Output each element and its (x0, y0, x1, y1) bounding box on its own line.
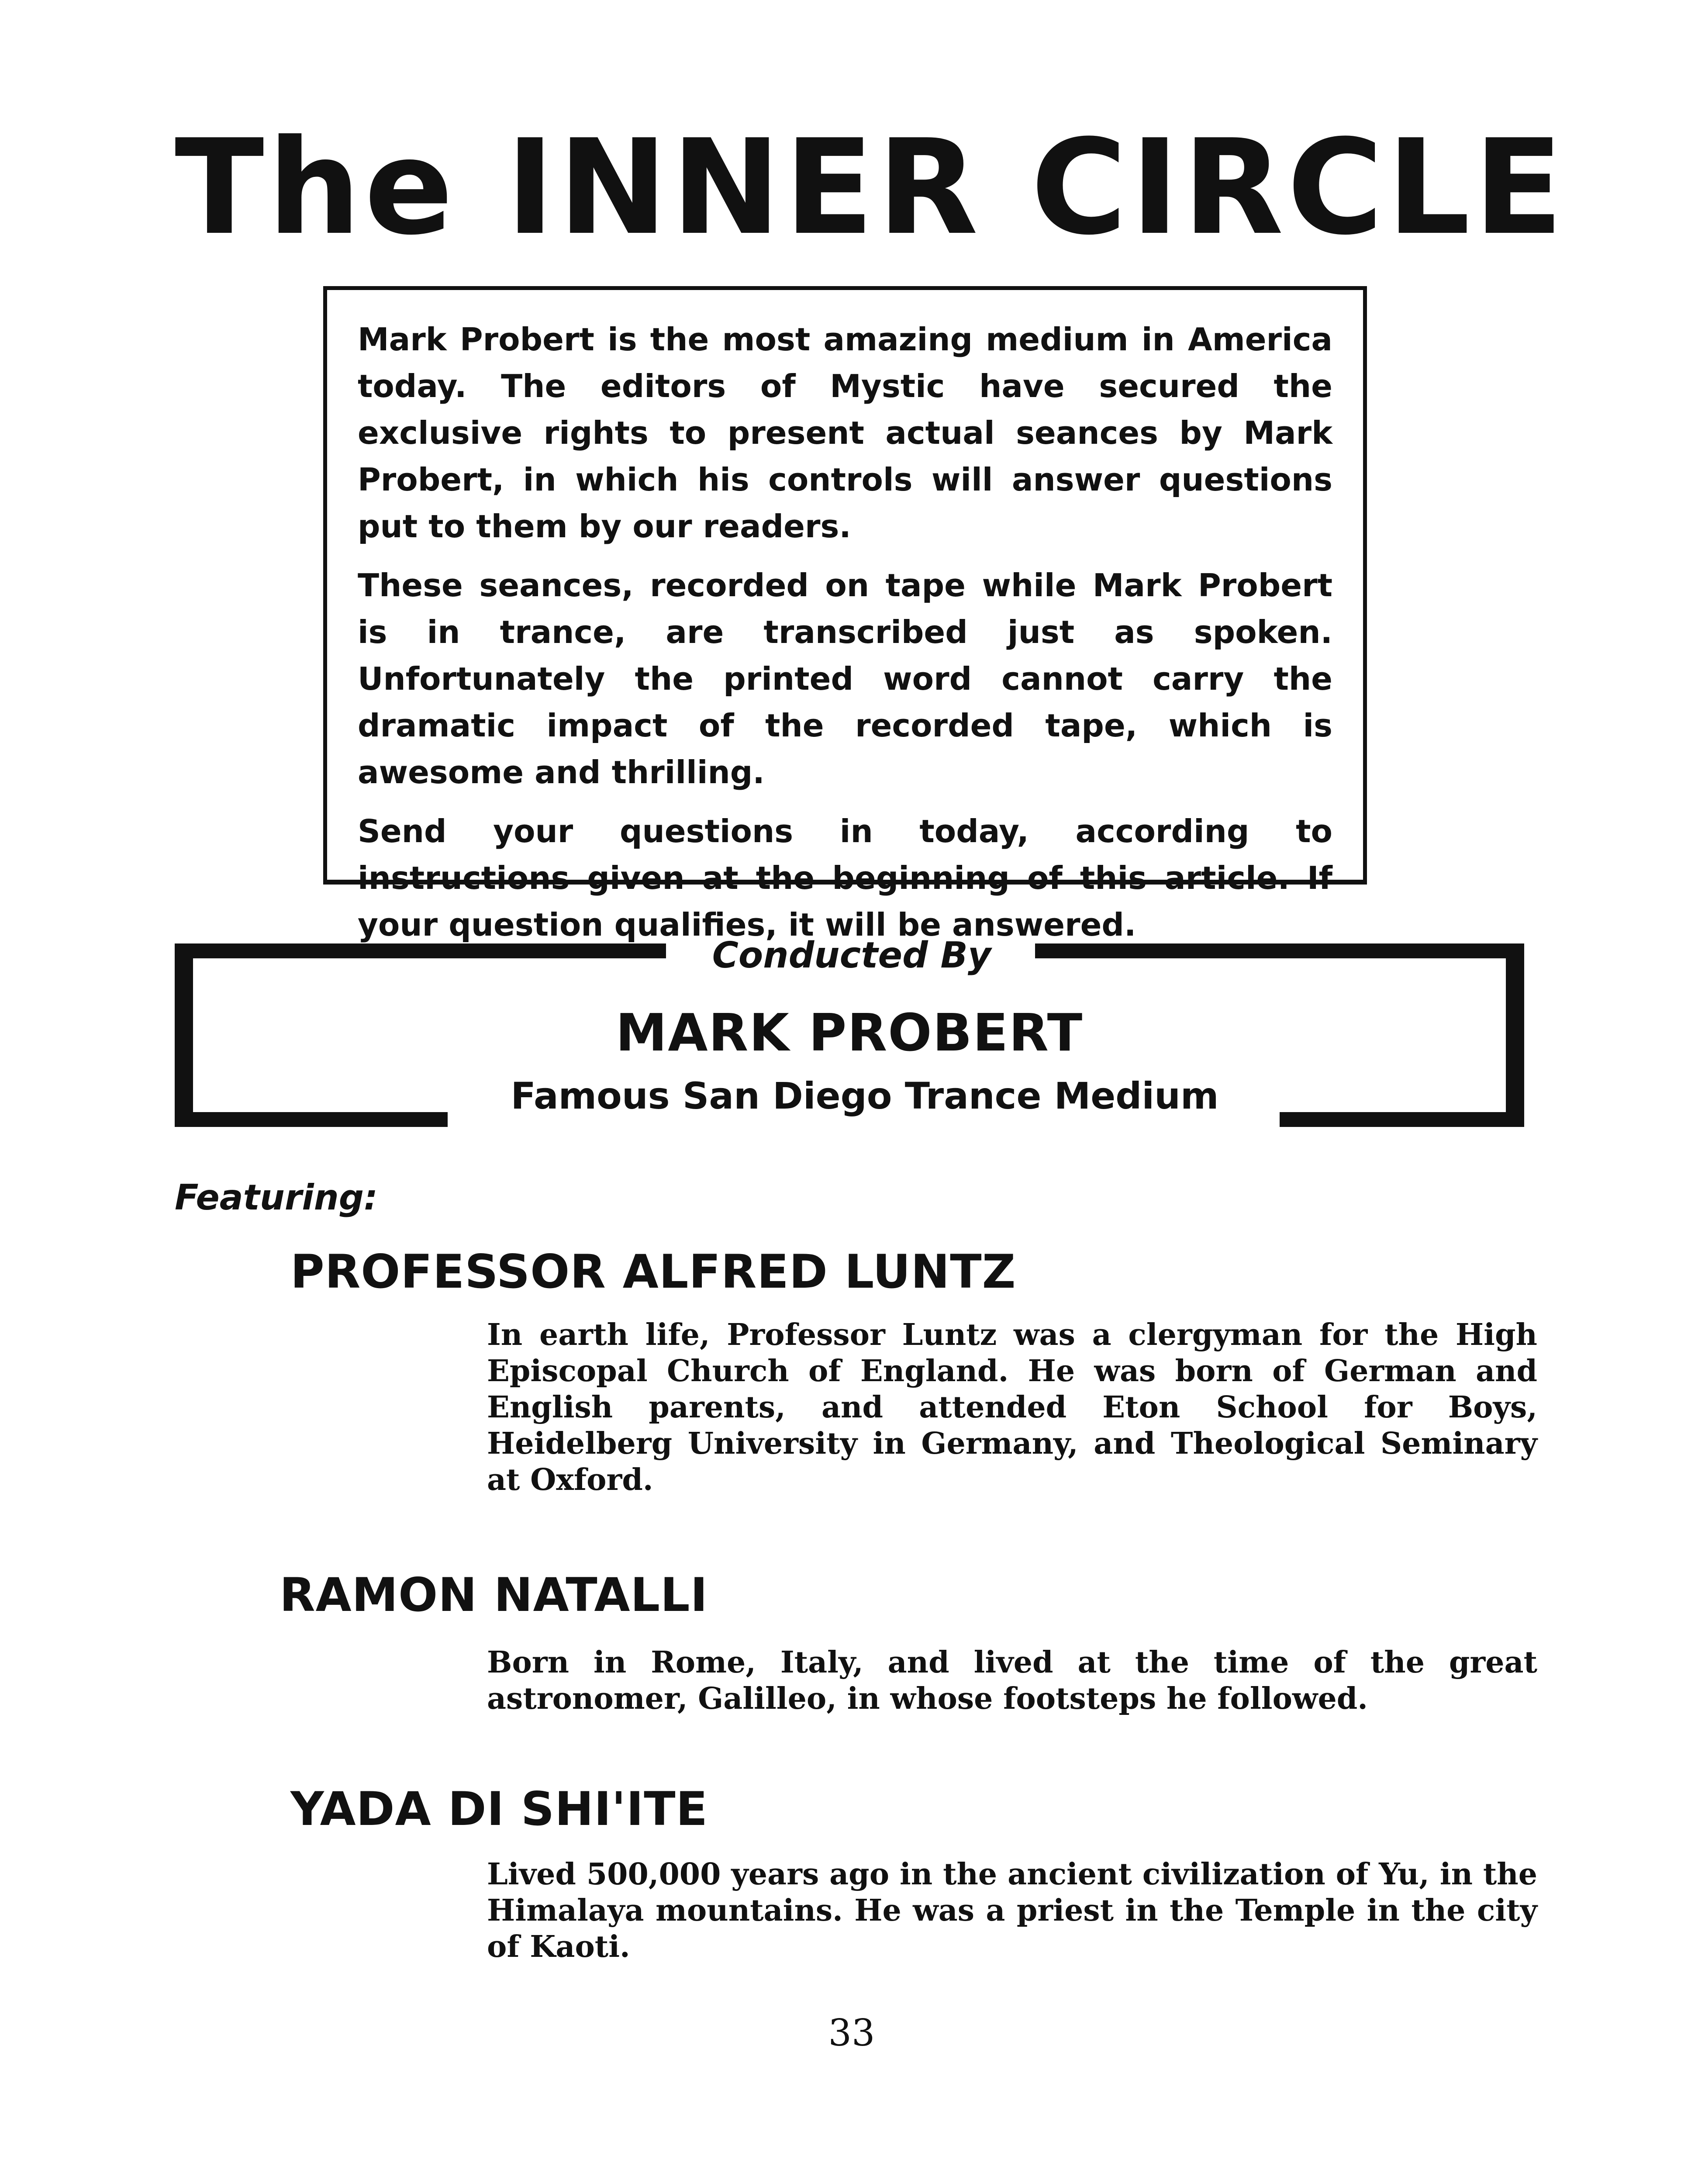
intro-paragraph: Send your questions in today, according to instructions given at the beginning of this article. If your question qualifies, it will be answered. (358, 813, 1332, 943)
intro-paragraph: These seances, recorded on tape while Mark Probert is in trance, are transcribed just as spoken. Unfortunately the printed word cannot carry the dramatic impact of the recorded tape, which is awesome and thrilling. (358, 567, 1332, 791)
page-number: 33 (828, 2011, 875, 2054)
author-name: MARK PROBERT (615, 1002, 1084, 1063)
author-subtitle: Famous San Diego Trance Medium (511, 1075, 1219, 1117)
person-bio: Lived 500,000 years ago in the ancient civilization of Yu, in the Himalaya mountains. He was a priest in the Temple in the city of Kaoti. (487, 1857, 1537, 1964)
person-name: PROFESSOR ALFRED LUNTZ (290, 1245, 1016, 1299)
person-bio: In earth life, Professor Luntz was a clergyman for the High Episcopal Church of England. He was born of German and English parents, and attended Eton School for Boys, Heidelberg University in Germany, and Theological Seminary at Oxford. (487, 1317, 1537, 1497)
person-bio: Born in Rome, Italy, and lived at the time of the great astronomer, Galilleo, in whose footsteps he followed. (487, 1645, 1537, 1716)
person-name: YADA DI SHI'ITE (290, 1782, 708, 1836)
frame-rule (1280, 1112, 1524, 1127)
frame-rule (1035, 943, 1524, 958)
intro-box (323, 286, 1367, 943)
intro-paragraph: Mark Probert is the most amazing medium in America today. The editors of Mystic have secured the exclusive rights to present actual seances by Mark Probert, in which his controls will answer questions put to them by our readers. (358, 321, 1332, 545)
person-name: RAMON NATALLI (280, 1568, 708, 1622)
frame-rule (175, 943, 666, 958)
conducted-by-frame (175, 935, 1524, 1127)
conducted-by-label: Conducted By (712, 935, 991, 976)
page-title: The INNER CIRCLE (175, 111, 1567, 264)
featuring-label: Featuring: (175, 1177, 378, 1218)
frame-rule (175, 1112, 448, 1127)
